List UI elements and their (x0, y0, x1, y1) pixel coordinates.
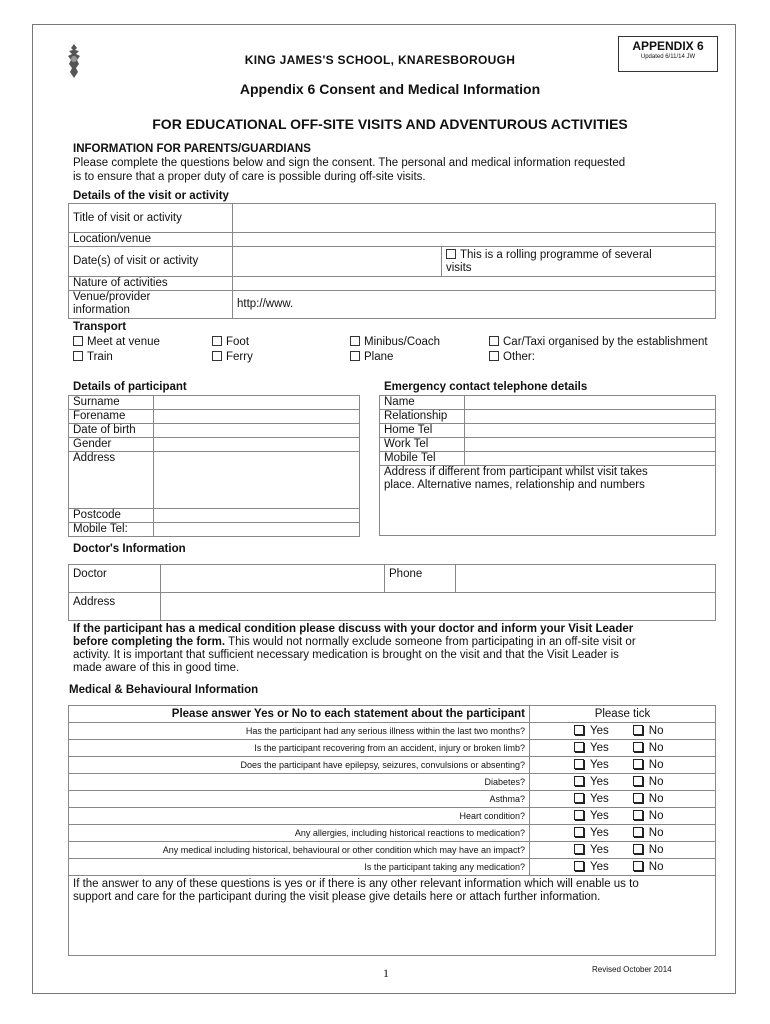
contact-name-input[interactable] (465, 396, 716, 410)
alt-address-input[interactable]: Address if different from participant whilst visit takes place. Alternative names, relationship and numbers (380, 466, 716, 536)
updated-note: Updated 6/11/14 JW (640, 54, 696, 60)
postcode-label: Postcode (69, 509, 154, 523)
appendix-box (618, 36, 718, 72)
mobile-input[interactable] (154, 523, 360, 537)
checkbox[interactable] (212, 351, 222, 361)
visit-title-label: Title of visit or activity (69, 204, 233, 233)
tick-head: Please tick (530, 706, 716, 723)
medical-table-head: Please answer Yes or No to each statement about the participant (69, 706, 530, 723)
relationship-input[interactable] (465, 410, 716, 424)
home-tel-input[interactable] (465, 424, 716, 438)
yes-checkbox[interactable] (574, 725, 584, 735)
location-label: Location/venue (69, 233, 233, 247)
checkbox[interactable] (350, 336, 360, 346)
home-tel-label: Home Tel (380, 424, 465, 438)
dates-input[interactable] (233, 247, 442, 277)
phone-label: Phone (385, 565, 456, 593)
rolling-checkbox[interactable] (446, 249, 456, 259)
transport-ferry[interactable]: Ferry (212, 351, 253, 363)
no-checkbox[interactable] (633, 793, 643, 803)
transport-other[interactable]: Other: (489, 351, 535, 363)
answer-cell[interactable]: Yes No (530, 825, 716, 842)
transport-car-taxi[interactable]: Car/Taxi organised by the establishment (489, 336, 708, 348)
medical-notice: If the participant has a medical condition please discuss with your doctor and inform your Visit Leader before completing the form. This would not normally exclude someone from participating in an off-site visit or activity. It is important that sufficient necessary medication is brought on the visit and that the Visit Leader is made aware of this in good time. (73, 623, 636, 674)
doctor-heading: Doctor's Information (73, 543, 186, 555)
gender-label: Gender (69, 438, 154, 452)
transport-meet-at-venue[interactable]: Meet at venue (73, 336, 160, 348)
dob-input[interactable] (154, 424, 360, 438)
appendix-label: APPENDIX 6 (632, 39, 704, 53)
mobile-tel-input[interactable] (465, 452, 716, 466)
participant-table (68, 395, 360, 537)
relationship-label: Relationship (380, 410, 465, 424)
answer-cell[interactable]: Yes No (530, 791, 716, 808)
school-name: KING JAMES'S SCHOOL, KNARESBOROUGH (244, 53, 516, 67)
forename-input[interactable] (154, 410, 360, 424)
visit-table (68, 203, 716, 319)
answer-cell[interactable]: Yes No (530, 757, 716, 774)
intro-line-1: Please complete the questions below and sign the consent. The personal and medical information requested (73, 157, 626, 169)
question-row: Asthma? (69, 791, 530, 808)
page-subtitle: FOR EDUCATIONAL OFF-SITE VISITS AND ADVENTUROUS ACTIVITIES (152, 116, 628, 132)
venue-label: Venue/provider information (69, 291, 233, 319)
transport-foot[interactable]: Foot (212, 336, 249, 348)
school-crest-icon (62, 42, 86, 80)
nature-label: Nature of activities (69, 277, 233, 291)
emergency-heading: Emergency contact telephone details (384, 381, 588, 393)
question-row: Any allergies, including historical reactions to medication? (69, 825, 530, 842)
intro-heading: INFORMATION FOR PARENTS/GUARDIANS (73, 143, 311, 155)
intro-line-2: is to ensure that a proper duty of care is possible during off-site visits. (73, 171, 426, 183)
doctor-label: Doctor (69, 565, 161, 593)
question-row: Does the participant have epilepsy, seizures, convulsions or absenting? (69, 757, 530, 774)
dates-label: Date(s) of visit or activity (69, 247, 233, 277)
medical-heading: Medical & Behavioural Information (69, 684, 259, 696)
question-row: Has the participant had any serious illness within the last two months? (69, 723, 530, 740)
checkbox[interactable] (212, 336, 222, 346)
forename-label: Forename (69, 410, 154, 424)
work-tel-input[interactable] (465, 438, 716, 452)
surname-input[interactable] (154, 396, 360, 410)
answer-cell[interactable]: Yes No (530, 723, 716, 740)
rolling-programme-option[interactable]: This is a rolling programme of several visits (442, 247, 716, 277)
contact-name-label: Name (380, 396, 465, 410)
no-checkbox[interactable] (633, 776, 643, 786)
yes-checkbox[interactable] (574, 810, 584, 820)
no-checkbox[interactable] (633, 861, 643, 871)
yes-checkbox[interactable] (574, 742, 584, 752)
question-row: Is the participant recovering from an accident, injury or broken limb? (69, 740, 530, 757)
question-row: Heart condition? (69, 808, 530, 825)
yes-checkbox[interactable] (574, 776, 584, 786)
answer-cell[interactable]: Yes No (530, 859, 716, 876)
yes-checkbox[interactable] (574, 827, 584, 837)
doctor-input[interactable] (161, 565, 385, 593)
question-row: Any medical including historical, behavioural or other condition which may have an impact? (69, 842, 530, 859)
doctor-table (68, 564, 716, 621)
surname-label: Surname (69, 396, 154, 410)
doctor-address-input[interactable] (161, 593, 716, 621)
checkbox[interactable] (73, 351, 83, 361)
mobile-label: Mobile Tel: (69, 523, 154, 537)
gender-input[interactable] (154, 438, 360, 452)
no-checkbox[interactable] (633, 844, 643, 854)
participant-heading: Details of participant (73, 381, 187, 393)
medical-table (68, 705, 716, 956)
page-title: Appendix 6 Consent and Medical Information (239, 81, 541, 97)
checkbox[interactable] (489, 351, 499, 361)
yes-checkbox[interactable] (574, 861, 584, 871)
yes-checkbox[interactable] (574, 759, 584, 769)
transport-heading: Transport (73, 321, 127, 333)
transport-plane[interactable]: Plane (350, 351, 393, 363)
yes-checkbox[interactable] (574, 793, 584, 803)
emergency-table (379, 395, 716, 536)
question-row: Diabetes? (69, 774, 530, 791)
doctor-address-label: Address (69, 593, 161, 621)
no-checkbox[interactable] (633, 742, 643, 752)
page-number: 1 (383, 966, 389, 980)
mobile-tel-label: Mobile Tel (380, 452, 465, 466)
visit-heading: Details of the visit or activity (73, 190, 229, 202)
answer-cell[interactable]: Yes No (530, 842, 716, 859)
no-checkbox[interactable] (633, 810, 643, 820)
revised-note: Revised October 2014 (592, 965, 672, 974)
location-input[interactable] (233, 233, 716, 247)
no-checkbox[interactable] (633, 759, 643, 769)
answer-cell[interactable]: Yes No (530, 740, 716, 757)
address-label: Address (69, 452, 154, 509)
postcode-input[interactable] (154, 509, 360, 523)
address-input[interactable] (154, 452, 360, 509)
question-row: Is the participant taking any medication? (69, 859, 530, 876)
answer-cell[interactable]: Yes No (530, 774, 716, 791)
answer-cell[interactable]: Yes No (530, 808, 716, 825)
visit-title-input[interactable] (233, 204, 716, 233)
yes-checkbox[interactable] (574, 844, 584, 854)
further-details-input[interactable]: If the answer to any of these questions is yes or if there is any other relevant information which will enable us to support and care for the participant during the visit please give details here or attach further information. (69, 876, 716, 956)
no-checkbox[interactable] (633, 725, 643, 735)
checkbox[interactable] (350, 351, 360, 361)
nature-input[interactable] (233, 277, 716, 291)
transport-minibus[interactable]: Minibus/Coach (350, 336, 440, 348)
phone-input[interactable] (456, 565, 716, 593)
work-tel-label: Work Tel (380, 438, 465, 452)
transport-train[interactable]: Train (73, 351, 113, 363)
dob-label: Date of birth (69, 424, 154, 438)
venue-input[interactable]: http://www. (233, 291, 716, 319)
no-checkbox[interactable] (633, 827, 643, 837)
checkbox[interactable] (73, 336, 83, 346)
checkbox[interactable] (489, 336, 499, 346)
